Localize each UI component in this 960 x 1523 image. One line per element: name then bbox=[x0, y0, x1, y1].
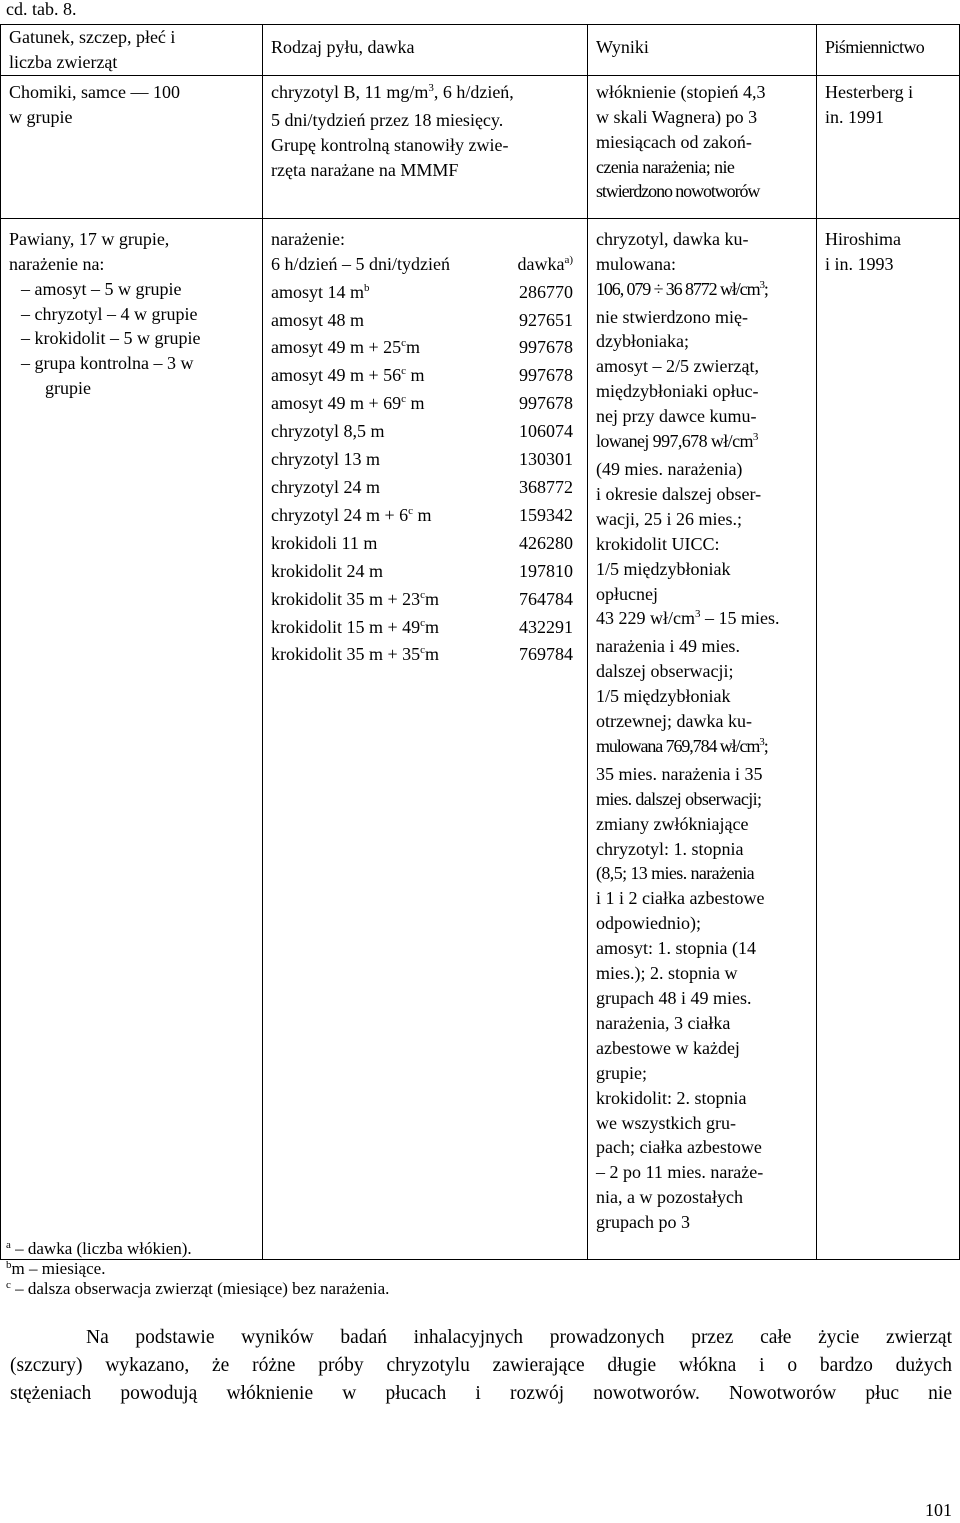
exposure-row bbox=[271, 447, 573, 475]
table-row bbox=[1, 75, 960, 218]
exposure-label: krokidolit 15 $m + 49^cm$ bbox=[271, 616, 440, 637]
cell-text: mulowana 769,784 wł/cm bbox=[596, 735, 760, 756]
row2-reference bbox=[817, 218, 960, 1259]
cell-line: dzybłoniaka; bbox=[596, 331, 689, 352]
cell-line: pach; ciałka azbestowe bbox=[596, 1137, 762, 1158]
cell-line: i in. 1993 bbox=[825, 253, 894, 274]
superscript: 3 bbox=[428, 81, 434, 94]
exposure-label: amosyt 49 $m + 56^c$ m bbox=[271, 365, 425, 386]
row1-dust bbox=[263, 75, 588, 218]
cell-line: i 1 i 2 ciałka azbestowe bbox=[596, 888, 765, 909]
cell-line: międzybłoniaki opłuc- bbox=[596, 381, 759, 402]
exposure-dose: 286770 bbox=[519, 281, 573, 302]
exposure-row bbox=[271, 531, 573, 559]
cell-line: mies. dalszej obserwacji; bbox=[596, 788, 762, 809]
exposure-label: amosyt 48 m bbox=[271, 309, 364, 330]
header-species-line: Gatunek, szczep, płeć i bbox=[9, 27, 176, 47]
exposure-label: amosyt 49 $m + 69^c$ m bbox=[271, 393, 425, 414]
footnotes bbox=[6, 1240, 389, 1301]
header-references-label: Piśmiennictwo bbox=[825, 37, 925, 57]
cell-line: (8,5; 13 mies. narażenia bbox=[596, 863, 755, 884]
cell-line: in. 1991 bbox=[825, 106, 885, 127]
header-dust-type bbox=[263, 25, 588, 76]
superscript: 3 bbox=[759, 278, 764, 291]
page-number: 101 bbox=[925, 1500, 952, 1520]
exposure-dose: 432291 bbox=[519, 616, 573, 637]
header-results-label: Wyniki bbox=[596, 37, 649, 57]
data-table bbox=[0, 24, 960, 1260]
header-results bbox=[588, 25, 817, 76]
header-species-line: liczba zwierząt bbox=[9, 51, 118, 72]
exposure-dose: 997678 bbox=[519, 365, 573, 386]
exposure-dose: 159342 bbox=[519, 504, 573, 525]
cell-line: włóknienie (stopień 4,3 bbox=[596, 81, 766, 102]
row2-results bbox=[588, 218, 817, 1259]
exposure-dose: 368772 bbox=[519, 476, 573, 497]
cell-line: narażenie na: bbox=[9, 253, 105, 274]
cell-line: we wszystkich gru- bbox=[596, 1112, 736, 1133]
row2-species bbox=[1, 218, 263, 1259]
cell-text: 106, 079 ÷ 36 8772 wł/cm bbox=[596, 278, 760, 299]
cell-line: amosyt: 1. stopnia (14 bbox=[596, 938, 756, 959]
cell-line: stwierdzono nowotworów bbox=[596, 181, 760, 202]
footnote-b: $^b$m – miesiące. bbox=[6, 1259, 106, 1279]
footnote-a: $^a$ – dawka (liczba włókien). bbox=[6, 1239, 192, 1258]
exposure-label: chryzotyl 24 $m + 6^c$ m bbox=[271, 504, 432, 525]
cell-line: (49 mies. narażenia) bbox=[596, 458, 743, 479]
cell-line: nej przy dawce kumu- bbox=[596, 406, 757, 427]
cell-line: Hesterberg i bbox=[825, 81, 914, 102]
row1-results bbox=[588, 75, 817, 218]
cell-text: lowanej 997,678 wł/cm bbox=[596, 431, 753, 452]
exposure-dose: 927651 bbox=[519, 309, 573, 330]
paragraph-line: stężeniach powodują włóknienie w płucach i rozwój nowotworów. Nowotworów płuc nie bbox=[10, 1383, 952, 1404]
exposure-dose: 997678 bbox=[519, 393, 573, 414]
exposure-list bbox=[271, 280, 573, 671]
cell-line: Chomiki, samce — 100 bbox=[9, 81, 180, 102]
exposure-label: chryzotyl 24 m bbox=[271, 476, 380, 497]
row1-reference bbox=[817, 75, 960, 218]
exposure-row bbox=[271, 615, 573, 643]
cell-line: 35 mies. narażenia i 35 bbox=[596, 763, 763, 784]
exposure-dose: 106074 bbox=[519, 421, 573, 442]
row1-species bbox=[1, 75, 263, 218]
exposure-row bbox=[271, 335, 573, 363]
cell-line: mulowana: bbox=[596, 253, 676, 274]
cell-line: rzęta narażane na MMMF bbox=[271, 159, 459, 180]
exposure-row bbox=[271, 363, 573, 391]
cell-line: – grupa kontrolna – 3 w bbox=[21, 353, 194, 374]
exposure-row bbox=[271, 475, 573, 503]
cell-line: w skali Wagnera) po 3 bbox=[596, 106, 758, 127]
cell-text: chryzotyl B, 11 mg/m bbox=[271, 81, 429, 102]
cell-line: mies.); 2. stopnia w bbox=[596, 963, 738, 984]
cell-line: chryzotyl, dawka ku- bbox=[596, 228, 749, 249]
exposure-label: amosyt 49 $m + 25^cm$ bbox=[271, 337, 421, 358]
table-row bbox=[1, 218, 960, 1259]
superscript: 3 bbox=[759, 735, 764, 748]
cell-line: Pawiany, 17 w grupie, bbox=[9, 228, 170, 249]
cell-line: chryzotyl: 1. stopnia bbox=[596, 838, 744, 859]
cell-line: narażenie: bbox=[271, 228, 345, 249]
cell-line: amosyt – 2/5 zwierząt, bbox=[596, 356, 759, 377]
superscript: a) bbox=[564, 253, 573, 266]
exposure-dose: 426280 bbox=[519, 532, 573, 553]
paragraph-line: Na podstawie wyników badań inhalacyjnych prowadzonych przez całe życie zwierząt bbox=[86, 1327, 952, 1348]
header-dust-label: Rodzaj pyłu, dawka bbox=[271, 37, 415, 57]
exposure-dose: 130301 bbox=[519, 449, 573, 470]
table-continuation-caption: cd. tab. 8. bbox=[6, 0, 77, 19]
exposure-row bbox=[271, 503, 573, 531]
exposure-dose: 997678 bbox=[519, 337, 573, 358]
cell-text: – 15 mies. bbox=[700, 608, 780, 629]
header-references bbox=[817, 25, 960, 76]
exposure-row bbox=[271, 642, 573, 670]
cell-line: zmiany zwłókniające bbox=[596, 813, 749, 834]
footnote-c: $^c$ – dalsza obserwacja zwierząt (miesiące) bez narażenia. bbox=[6, 1279, 390, 1299]
cell-line: – 2 po 11 mies. naraże- bbox=[596, 1162, 764, 1183]
cell-line: grupie bbox=[45, 378, 91, 399]
exposure-row bbox=[271, 419, 573, 447]
cell-line: Grupę kontrolną stanowiły zwie- bbox=[271, 134, 509, 155]
exposure-row bbox=[271, 559, 573, 587]
cell-text: , 6 h/dzień, bbox=[433, 81, 514, 102]
exposure-dose: 197810 bbox=[519, 560, 573, 581]
cell-line: narażenia i 49 mies. bbox=[596, 636, 740, 657]
cell-line: wacji, 25 i 26 mies.; bbox=[596, 508, 742, 529]
cell-line: otrzewnej; dawka ku- bbox=[596, 711, 752, 732]
cell-line: 5 dni/tydzień przez 18 miesięcy. bbox=[271, 109, 504, 130]
cell-line: nie stwierdzono mię- bbox=[596, 306, 748, 327]
cell-line: krokidolit: 2. stopnia bbox=[596, 1087, 747, 1108]
cell-line: miesiącach od zakoń- bbox=[596, 131, 752, 152]
header-species bbox=[1, 25, 263, 76]
paragraph-line: (szczury) wykazano, że różne próby chryzotylu zawierające długie włókna i o bardzo dużych bbox=[10, 1355, 952, 1376]
cell-line: azbestowe w każdej bbox=[596, 1037, 740, 1058]
body-paragraph bbox=[10, 1324, 952, 1408]
cell-text: ; bbox=[763, 735, 768, 756]
cell-line: – chryzotyl – 4 w grupie bbox=[21, 303, 198, 324]
exposure-label: krokidoli 11 m bbox=[271, 532, 378, 553]
cell-text: 6 h/dzień – 5 dni/tydzień bbox=[271, 253, 450, 274]
exposure-dose: 769784 bbox=[519, 644, 573, 665]
superscript: 3 bbox=[695, 608, 701, 621]
cell-line: 1/5 międzybłoniak bbox=[596, 558, 731, 579]
exposure-label: amosyt 14 $m^b$ bbox=[271, 281, 370, 302]
exposure-row bbox=[271, 391, 573, 419]
exposure-row bbox=[271, 308, 573, 336]
cell-line: 1/5 międzybłoniak bbox=[596, 686, 731, 707]
exposure-label: chryzotyl 13 m bbox=[271, 449, 380, 470]
exposure-label: krokidolit 35 $m + 23^cm$ bbox=[271, 588, 440, 609]
dose-header-line bbox=[271, 252, 573, 280]
exposure-label: chryzotyl 8,5 m bbox=[271, 421, 385, 442]
exposure-row bbox=[271, 280, 573, 308]
cell-line: nia, a w pozostałych bbox=[596, 1187, 743, 1208]
table-header-row bbox=[1, 25, 960, 76]
exposure-label: krokidolit 24 m bbox=[271, 560, 383, 581]
cell-line: krokidolit UICC: bbox=[596, 533, 720, 554]
cell-line: grupach po 3 bbox=[596, 1212, 690, 1233]
cell-line: czenia narażenia; nie bbox=[596, 156, 735, 177]
cell-line: grupach 48 i 49 mies. bbox=[596, 988, 752, 1008]
cell-line: odpowiednio); bbox=[596, 913, 701, 934]
cell-line: dalszej obserwacji; bbox=[596, 661, 734, 682]
cell-line: i okresie dalszej obser- bbox=[596, 483, 762, 504]
cell-text: ; bbox=[763, 278, 768, 299]
cell-line: grupie; bbox=[596, 1062, 647, 1083]
exposure-row bbox=[271, 587, 573, 615]
dose-label: dawka$^{a)}$ bbox=[517, 253, 573, 274]
cell-line: – amosyt – 5 w grupie bbox=[21, 278, 182, 299]
cell-line: opłucnej bbox=[596, 583, 658, 604]
cell-line: Hiroshima bbox=[825, 228, 901, 249]
exposure-label: krokidolit 35 $m + 35^cm$ bbox=[271, 644, 440, 665]
cell-text: 43 229 wł/cm bbox=[596, 608, 695, 629]
cell-line: w grupie bbox=[9, 106, 73, 127]
exposure-dose: 764784 bbox=[519, 588, 573, 609]
cell-line: narażenia, 3 ciałka bbox=[596, 1012, 731, 1033]
row2-dust bbox=[263, 218, 588, 1259]
cell-line: – krokidolit – 5 w grupie bbox=[21, 328, 201, 349]
superscript: 3 bbox=[752, 431, 758, 444]
